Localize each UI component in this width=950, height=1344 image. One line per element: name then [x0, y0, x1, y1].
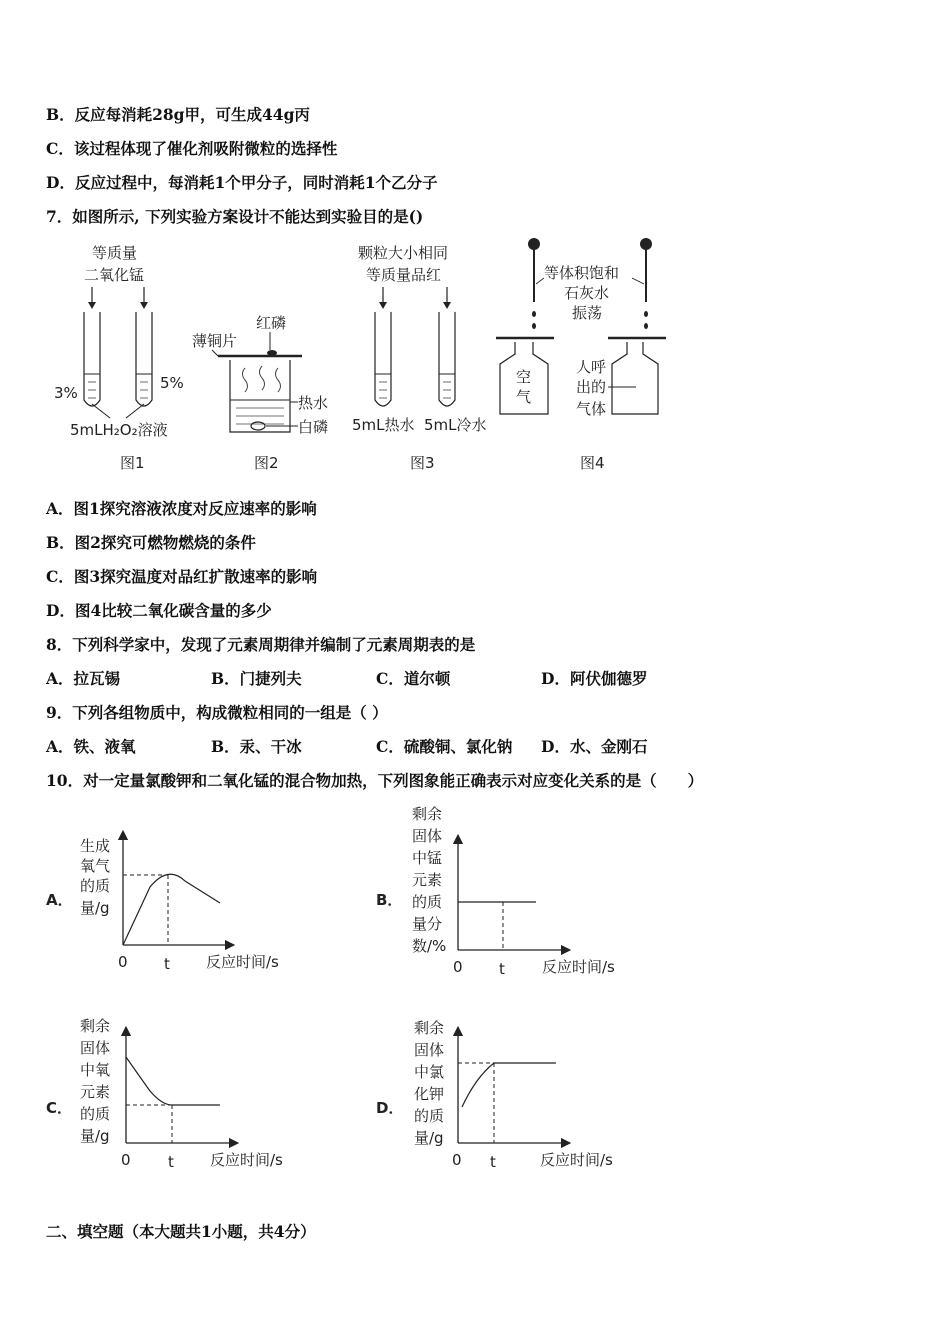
fig2-caption: 图2 [254, 454, 279, 472]
fig2-white-p [251, 422, 265, 430]
graph-a-t: t [164, 955, 170, 973]
q8-option-c: C．道尔顿 [376, 669, 451, 688]
graph-b [376, 805, 615, 978]
q6-option-d: D．反应过程中，每消耗1个甲分子，同时消耗1个乙分子 [46, 173, 438, 192]
q8-stem: 8．下列科学家中，发现了元素周期律并编制了元素周期表的是 [46, 635, 476, 654]
q9-option-d: D．水、金刚石 [541, 737, 648, 756]
graph-c [46, 1017, 283, 1171]
figure-1 [54, 244, 184, 472]
graph-d-curve [462, 1063, 556, 1107]
graph-b-origin: 0 [453, 958, 463, 976]
graph-c-ylabel-0: 剩余 [80, 1017, 111, 1035]
graph-b-t: t [499, 960, 505, 978]
fig4-breath-3: 气体 [576, 400, 607, 418]
graph-d [376, 1019, 613, 1171]
fig2-steam-3 [276, 368, 281, 392]
graph-d-ylabel-0: 剩余 [414, 1019, 445, 1037]
fig1-leader-left [92, 404, 110, 418]
graph-b-ylabel-2: 中锰 [412, 849, 443, 867]
fig2-steam-1 [243, 368, 248, 392]
graph-b-xlabel: 反应时间/s [542, 958, 615, 976]
q10-graphs [0, 795, 950, 1185]
graph-a [46, 835, 279, 973]
graph-c-xlabel: 反应时间/s [210, 1151, 283, 1169]
q7-option-d: D．图4比较二氧化碳含量的多少 [46, 601, 272, 620]
fig3-arrowhead-left [379, 302, 387, 309]
q8-option-a: A．拉瓦锡 [46, 669, 121, 688]
graph-a-letter: A． [46, 891, 73, 909]
graph-a-ylabel-3: 量/g [80, 899, 110, 917]
q7-stem: 7．如图所示, 下列实验方案设计不能达到实验目的是() [46, 207, 424, 226]
fig4-dropper-bulb-left [528, 238, 540, 250]
graph-c-ylabel-1: 固体 [80, 1039, 111, 1057]
fig3-tube-right [439, 312, 455, 406]
fig3-hot-label: 5mL热水 [352, 416, 415, 434]
graph-c-letter: C． [46, 1099, 73, 1117]
fig1-arrowhead-right [140, 302, 148, 309]
graph-b-letter: B． [376, 891, 403, 909]
graph-b-ylabel-6: 数/% [412, 937, 447, 955]
fig1-arrowhead-left [88, 302, 96, 309]
graph-d-t: t [490, 1153, 496, 1171]
fig1-tube-left [84, 312, 100, 406]
fig4-label-3: 振荡 [572, 304, 603, 322]
q9-option-a: A．铁、液氧 [46, 737, 136, 756]
fig2-copper-label: 薄铜片 [192, 332, 238, 350]
figure-4 [496, 238, 666, 472]
graph-a-ylabel-0: 生成 [80, 837, 111, 855]
graph-d-letter: D． [376, 1099, 404, 1117]
graph-a-ylabel-1: 氧气 [80, 857, 111, 875]
q6-option-c: C．该过程体现了催化剂吸附微粒的选择性 [46, 139, 338, 158]
fig2-white-p-label: 白磷 [298, 418, 329, 436]
graph-d-xlabel: 反应时间/s [540, 1151, 613, 1169]
graph-d-ylabel-3: 化钾 [414, 1085, 445, 1103]
fig2-red-p-label: 红磷 [256, 314, 287, 332]
graph-c-ylabel-5: 量/g [80, 1127, 110, 1145]
graph-c-curve [126, 1057, 220, 1105]
fig1-pct-left: 3% [54, 384, 78, 402]
fig1-caption: 图1 [120, 454, 145, 472]
fig1-tube-right [136, 312, 152, 406]
fig3-label-top2: 等质量品红 [366, 266, 442, 284]
fig3-cold-label: 5mL冷水 [424, 416, 487, 434]
graph-c-ylabel-2: 中氧 [80, 1061, 111, 1079]
q8-option-b: B．门捷列夫 [211, 669, 302, 688]
graph-a-ylabel-2: 的质 [80, 877, 111, 895]
fig3-arrowhead-right [443, 302, 451, 309]
fig3-tube-left [375, 312, 391, 406]
section-2-heading: 二、填空题（本大题共1小题，共4分） [46, 1222, 316, 1241]
graph-b-ylabel-3: 元素 [412, 871, 443, 889]
fig4-breath-2: 出的 [576, 378, 607, 396]
fig4-dropper-bulb-right [640, 238, 652, 250]
q8-option-d: D．阿伏伽德罗 [541, 669, 648, 688]
fig2-hot-water-label: 热水 [298, 394, 329, 412]
fig3-label-top1: 颗粒大小相同 [358, 244, 449, 262]
fig1-pct-right: 5% [160, 374, 184, 392]
graph-b-ylabel-5: 量分 [412, 915, 443, 933]
q9-option-c: C．硫酸铜、氯化钠 [376, 737, 513, 756]
graph-a-origin: 0 [118, 953, 128, 971]
q7-figures [0, 232, 950, 482]
graph-a-xlabel: 反应时间/s [206, 953, 279, 971]
q9-stem: 9．下列各组物质中，构成微粒相同的一组是（ ） [46, 703, 388, 722]
fig1-leader-right [126, 404, 144, 418]
graph-d-origin: 0 [452, 1151, 462, 1169]
q10-stem: 10．对一定量氯酸钾和二氧化锰的混合物加热，下列图象能正确表示对应变化关系的是（ ） [46, 771, 704, 790]
fig4-breath-1: 人呼 [576, 358, 607, 376]
fig4-caption: 图4 [580, 454, 605, 472]
q7-option-a: A．图1探究溶液浓度对反应速率的影响 [46, 499, 317, 518]
figure-3 [352, 244, 487, 472]
q7-option-c: C．图3探究温度对品红扩散速率的影响 [46, 567, 318, 586]
graph-b-ylabel-4: 的质 [412, 893, 443, 911]
fig4-bottle-breath [612, 342, 658, 414]
graph-c-ylabel-4: 的质 [80, 1105, 111, 1123]
fig2-copper-leader [212, 350, 218, 356]
fig1-label-top2: 二氧化锰 [84, 266, 145, 284]
graph-c-t: t [168, 1153, 174, 1171]
graph-c-origin: 0 [121, 1151, 131, 1169]
graph-d-ylabel-1: 固体 [414, 1041, 445, 1059]
fig3-caption: 图3 [410, 454, 435, 472]
figure-2 [192, 314, 328, 472]
fig4-air-2: 气 [516, 388, 532, 406]
q7-option-b: B．图2探究可燃物燃烧的条件 [46, 533, 256, 552]
graph-d-ylabel-2: 中氯 [414, 1063, 445, 1081]
q6-option-b: B．反应每消耗28g甲，可生成44g丙 [46, 105, 310, 124]
q9-option-b: B．汞、干冰 [211, 737, 302, 756]
fig1-label-top1: 等质量 [92, 244, 138, 262]
fig4-air-1: 空 [516, 368, 532, 386]
graph-b-ylabel-0: 剩余 [412, 805, 443, 823]
graph-a-curve [123, 874, 220, 945]
fig1-bottom-label: 5mLH₂O₂溶液 [70, 421, 168, 439]
fig4-label-2: 石灰水 [564, 284, 610, 302]
graph-c-ylabel-3: 元素 [80, 1083, 111, 1101]
graph-d-ylabel-5: 量/g [414, 1129, 444, 1147]
graph-b-ylabel-1: 固体 [412, 827, 443, 845]
fig4-label-1: 等体积饱和 [544, 264, 620, 282]
graph-d-ylabel-4: 的质 [414, 1107, 445, 1125]
fig2-steam-2 [260, 366, 265, 390]
